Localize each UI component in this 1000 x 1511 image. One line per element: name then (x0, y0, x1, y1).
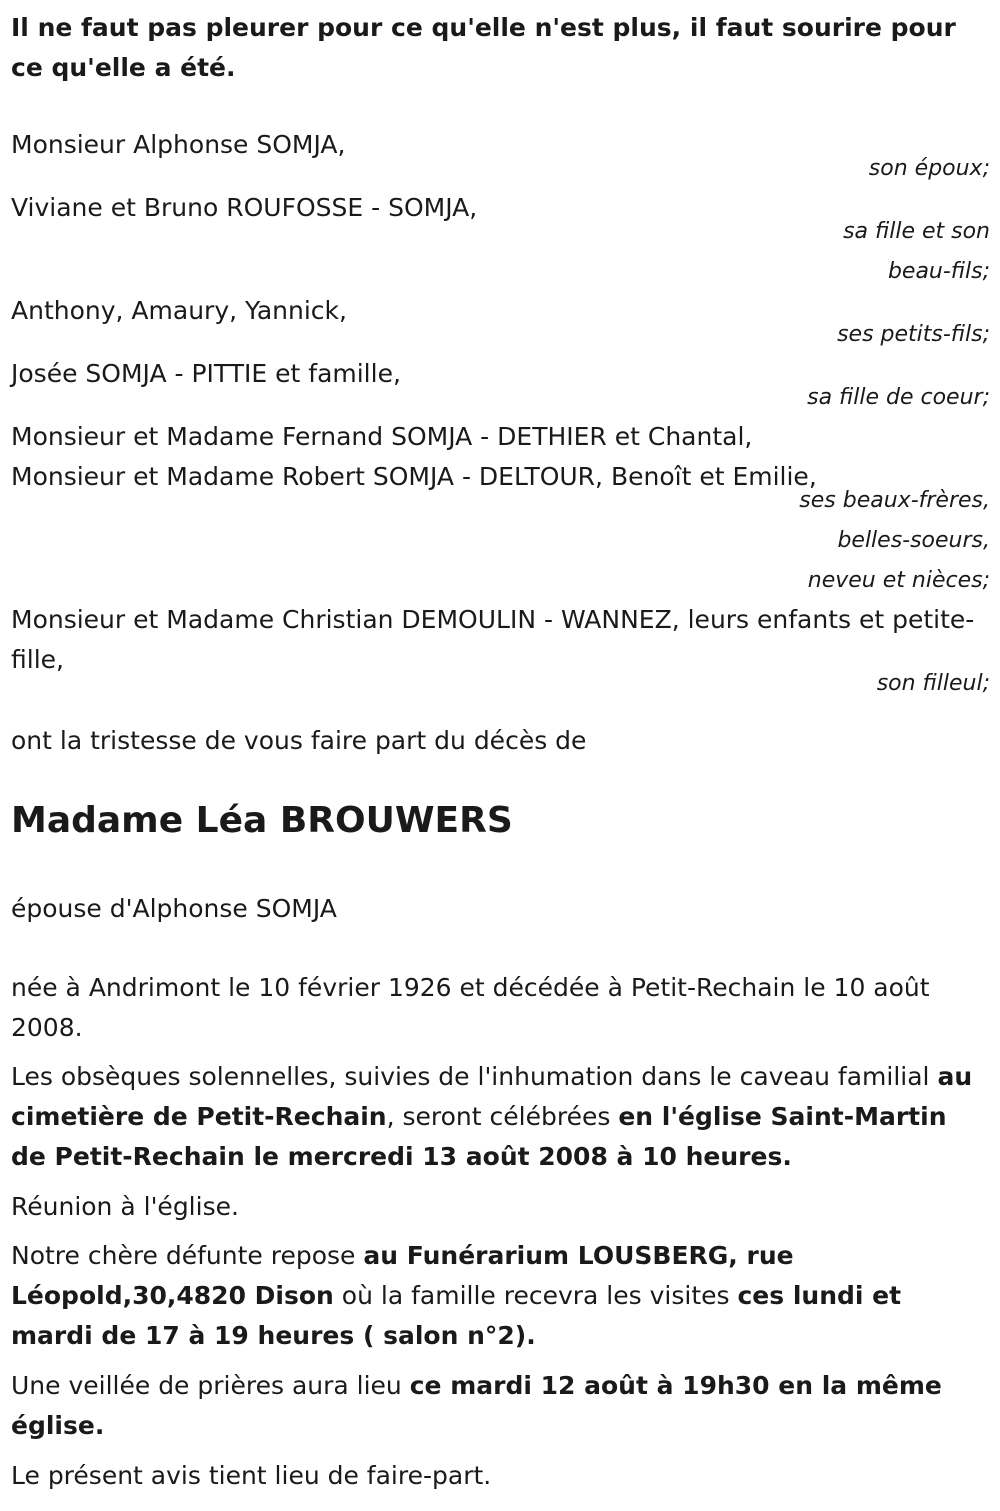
mourner-name-5a: Monsieur et Madame Fernand SOMJA - DETHIER et Chantal, (11, 422, 753, 451)
funerarium-address: au Funérarium LOUSBERG, rue Léopold,30,4820 Dison (11, 1241, 794, 1310)
mourner-role-6: son filleul; (876, 671, 990, 696)
vigil-details (11, 1366, 989, 1446)
visiting-hours: ces lundi et mardi de 17 à 19 heures ( salon n°2). (11, 1281, 902, 1350)
opening-quote: Il ne faut pas pleurer pour ce qu'elle n'est plus, il faut sourire pour ce qu'elle a été. (11, 13, 956, 82)
birth-death-dates: née à Andrimont le 10 février 1926 et décédée à Petit-Rechain le 10 août 2008. (11, 973, 930, 1042)
mourner-role-5b: belles-soeurs, (837, 528, 990, 553)
mourner-role-3: ses petits-fils; (837, 322, 990, 347)
vigil-date-place: ce mardi 12 août à 19h30 en la même église. (11, 1371, 942, 1440)
mourner-name-3: Anthony, Amaury, Yannick, (11, 296, 347, 325)
reunion-note: Réunion à l'église. (11, 1192, 239, 1221)
repose-text-1: Notre chère défunte repose (11, 1241, 364, 1270)
closing-note: Le présent avis tient lieu de faire-part. (11, 1461, 492, 1490)
mourner-name-4: Josée SOMJA - PITTIE et famille, (11, 359, 401, 388)
funeral-text-2: , seront célébrées (386, 1102, 619, 1131)
funeral-cemetery: au cimetière de Petit-Rechain (11, 1062, 973, 1131)
mourner-name-5b: Monsieur et Madame Robert SOMJA - DELTOUR, Benoît et Emilie, (11, 462, 817, 491)
mourner-role-1: son époux; (868, 156, 990, 181)
funeral-text-1: Les obsèques solennelles, suivies de l'inhumation dans le caveau familial (11, 1062, 938, 1091)
mourner-role-2a: sa fille et son (843, 219, 990, 244)
mourner-name-6: Monsieur et Madame Christian DEMOULIN - WANNEZ, leurs enfants et petite-fille, (11, 605, 975, 674)
mourner-name-2: Viviane et Bruno ROUFOSSE - SOMJA, (11, 193, 478, 222)
funeral-details (11, 1057, 989, 1177)
deceased-name: Madame Léa BROUWERS (11, 800, 513, 841)
funeral-church-date: en l'église Saint-Martin de Petit-Rechain le mercredi 13 août 2008 à 10 heures. (11, 1102, 947, 1171)
vigil-text-1: Une veillée de prières aura lieu (11, 1371, 410, 1400)
mourner-role-4: sa fille de coeur; (807, 385, 990, 410)
mourner-role-2b: beau-fils; (887, 259, 990, 284)
repose-details (11, 1236, 989, 1356)
mourner-name-1: Monsieur Alphonse SOMJA, (11, 130, 346, 159)
repose-text-2: où la famille recevra les visites (333, 1281, 738, 1310)
mourner-role-5a: ses beaux-frères, (799, 488, 990, 513)
spouse-line: épouse d'Alphonse SOMJA (11, 894, 337, 923)
announcement-intro: ont la tristesse de vous faire part du décès de (11, 726, 587, 755)
mourner-role-5c: neveu et nièces; (807, 568, 990, 593)
